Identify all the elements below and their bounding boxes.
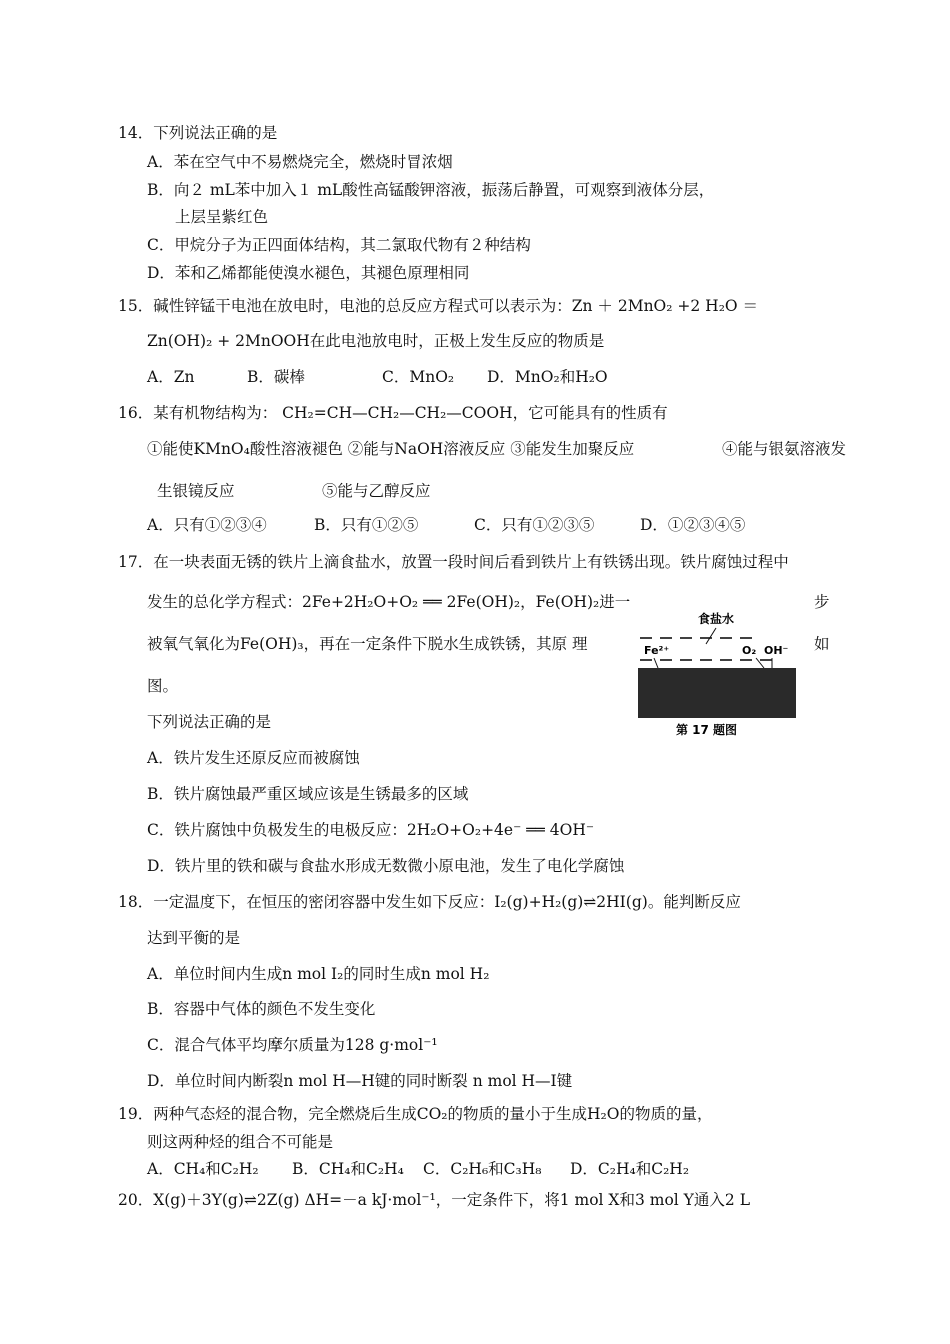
q17-line5: 下列说法正确的是 bbox=[147, 713, 272, 731]
q14-option-c: C．甲烷分子为正四面体结构，其二氯取代物有２种结构 bbox=[147, 236, 531, 254]
q18-stem-cont: 达到平衡的是 bbox=[147, 929, 241, 947]
q18-option-d: D．单位时间内断裂n mol H—H键的同时断裂 n mol H—I键 bbox=[147, 1072, 573, 1090]
q17-option-d: D．铁片里的铁和碳与食盐水形成无数微小原电池，发生了电化学腐蚀 bbox=[147, 857, 625, 875]
q19-stem: 19．两种气态烃的混合物，完全燃烧后生成CO₂的物质的量小于生成H₂O的物质的量， bbox=[118, 1105, 713, 1123]
q14-option-b-cont: 上层呈紫红色 bbox=[175, 208, 269, 226]
q17-line3-end: 如 bbox=[814, 635, 830, 653]
q15-option-b: B．碳棒 bbox=[247, 368, 305, 386]
q14-option-b: B．向２ mL苯中加入１ mL酸性高锰酸钾溶液，振荡后静置，可观察到液体分层， bbox=[147, 181, 715, 199]
q18-option-a: A．单位时间内生成n mol I₂的同时生成n mol H₂ bbox=[147, 965, 490, 983]
q19-option-b: B．CH₄和C₂H₄ bbox=[292, 1160, 404, 1178]
q14-option-a: A．苯在空气中不易燃烧完全，燃烧时冒浓烟 bbox=[147, 153, 453, 171]
q16-option-d: D．①②③④⑤ bbox=[640, 516, 746, 534]
q17-option-c: C．铁片腐蚀中负极发生的电极反应：2H₂O+O₂+4e⁻ ══ 4OH⁻ bbox=[147, 821, 595, 839]
q16-property-1-3: ①能使KMnO₄酸性溶液褪色 ②能与NaOH溶液反应 ③能发生加聚反应 bbox=[147, 440, 635, 458]
q17-option-b: B．铁片腐蚀最严重区域应该是生锈最多的区域 bbox=[147, 785, 469, 803]
q15-option-c: C．MnO₂ bbox=[382, 368, 455, 386]
q19-stem-cont: 则这两种烃的组合不可能是 bbox=[147, 1133, 334, 1151]
q16-option-b: B．只有①②⑤ bbox=[314, 516, 419, 534]
q16-property-5: ⑤能与乙醇反应 bbox=[322, 482, 431, 500]
q19-option-a: A．CH₄和C₂H₂ bbox=[147, 1160, 259, 1178]
q17-line4: 图。 bbox=[147, 677, 179, 695]
q18-stem: 18．一定温度下，在恒压的密闭容器中发生如下反应：I₂(g)+H₂(g)⇌2HI(g)。能判断反应 bbox=[118, 893, 741, 911]
q14-option-d: D．苯和乙烯都能使溴水褪色，其褪色原理相同 bbox=[147, 264, 470, 282]
q16-property-4-cont: 生银镜反应 bbox=[157, 482, 235, 500]
q18-option-c: C．混合气体平均摩尔质量为128 g·mol⁻¹ bbox=[147, 1036, 438, 1054]
q17-line2: 发生的总化学方程式：2Fe+2H₂O+O₂ ══ 2Fe(OH)₂，Fe(OH)₂进一 bbox=[147, 593, 631, 611]
fig-label-fe2plus: Fe²⁺ bbox=[644, 644, 670, 657]
fig-label-o2: O₂ bbox=[742, 644, 757, 657]
fig-iron-plate bbox=[638, 668, 796, 718]
q20-stem: 20．X(g)＋3Y(g)⇌2Z(g) ΔH=－a kJ·mol⁻¹，一定条件下，将1 mol X和3 mol Y通入2 L bbox=[118, 1191, 750, 1209]
q15-stem-cont: Zn(OH)₂ + 2MnOOH在此电池放电时，正极上发生反应的物质是 bbox=[147, 332, 605, 350]
fig-label-salt-water: 食盐水 bbox=[698, 612, 735, 626]
q15-stem: 15．碱性锌锰干电池在放电时，电池的总反应方程式可以表示为：Zn ＋ 2MnO₂ +2 H₂O ＝ bbox=[118, 297, 759, 315]
q16-stem: 16．某有机物结构为： CH₂=CH—CH₂—CH₂—COOH，它可能具有的性质有 bbox=[118, 404, 668, 422]
fig-label-oh: OH⁻ bbox=[764, 644, 789, 657]
q17-option-a: A．铁片发生还原反应而被腐蚀 bbox=[147, 749, 360, 767]
q16-property-4: ④能与银氨溶液发 bbox=[722, 440, 847, 458]
q15-option-d: D．MnO₂和H₂O bbox=[487, 368, 608, 386]
q16-option-a: A．只有①②③④ bbox=[147, 516, 267, 534]
q16-option-c: C．只有①②③⑤ bbox=[474, 516, 595, 534]
q14-stem: 14．下列说法正确的是 bbox=[118, 124, 278, 142]
q17-stem: 17．在一块表面无锈的铁片上滴食盐水，放置一段时间后看到铁片上有铁锈出现。铁片腐蚀过程中 bbox=[118, 553, 789, 571]
corrosion-diagram bbox=[636, 606, 800, 741]
q19-option-d: D．C₂H₄和C₂H₂ bbox=[570, 1160, 690, 1178]
q17-line2-end: 步 bbox=[814, 593, 830, 611]
q18-option-b: B．容器中气体的颜色不发生变化 bbox=[147, 1000, 376, 1018]
fig-caption: 第 17 题图 bbox=[676, 723, 738, 737]
q19-option-c: C．C₂H₆和C₃H₈ bbox=[423, 1160, 542, 1178]
q15-option-a: A．Zn bbox=[147, 368, 195, 386]
q17-line3: 被氧气氧化为Fe(OH)₃，再在一定条件下脱水生成铁锈，其原 理 bbox=[147, 635, 588, 653]
